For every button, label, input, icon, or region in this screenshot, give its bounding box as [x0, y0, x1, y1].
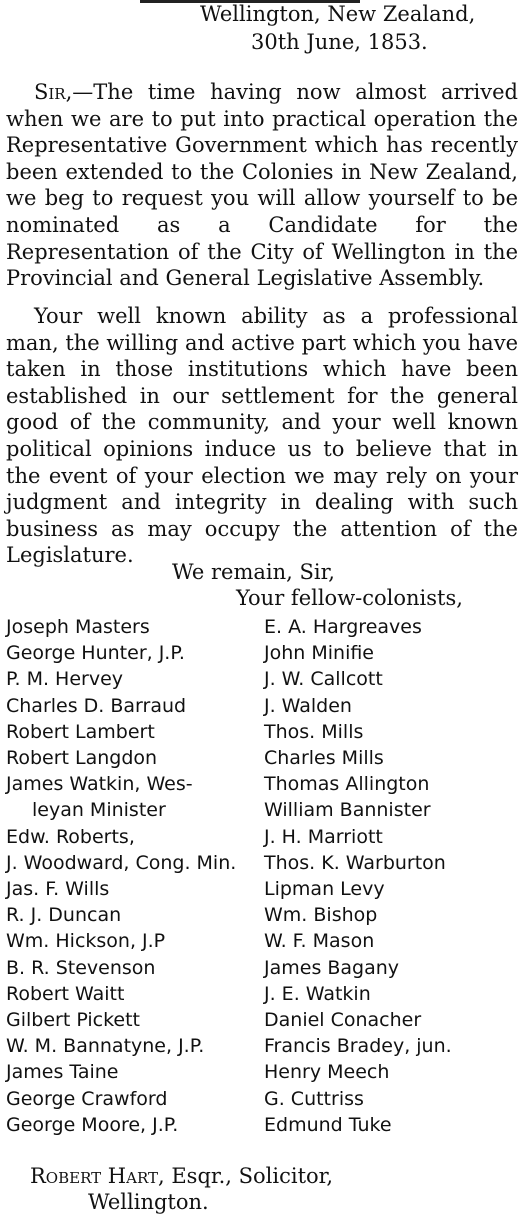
signatory-left: W. M. Bannatyne, J.P. [6, 1035, 205, 1058]
signatory-left: James Taine [6, 1061, 119, 1084]
signatory-left: Joseph Masters [6, 616, 150, 638]
signatory-left: Robert Langdon [6, 747, 158, 769]
signatory-right: John Minifie [264, 642, 375, 665]
closing-fellow: Your fellow-colonists, [236, 586, 463, 610]
signatory-right: James Bagany [264, 956, 400, 979]
signatory-left: leyan Minister [32, 799, 166, 822]
signatory-right: William Bannister [264, 799, 431, 822]
addressee-suffix: , Esqr., Solicitor, [157, 1164, 334, 1188]
signatory-left: B. R. Stevenson [6, 956, 156, 979]
salutation: Sir, [34, 80, 73, 104]
signatory-left: Gilbert Pickett [6, 1009, 141, 1031]
signatory-right: Thos. Mills [264, 720, 364, 743]
signatory-left: George Crawford [6, 1087, 168, 1110]
signatory-left: Edw. Roberts, [6, 825, 135, 848]
addressee-place: Wellington. [88, 1190, 209, 1214]
signatory-right: Thos. K. Warburton [264, 851, 446, 874]
signatory-left: George Hunter, J.P. [6, 642, 185, 665]
signatory-left: James Watkin, Wes- [6, 773, 193, 796]
signatory-right: Francis Bradey, jun. [264, 1035, 452, 1058]
signatory-left: J. Woodward, Cong. Min. [6, 851, 237, 874]
signatory-right: Lipman Levy [264, 878, 385, 900]
signatory-right: J. H. Marriott [264, 825, 383, 848]
signatory-right: Edmund Tuke [264, 1113, 392, 1136]
letter-date: 30th June, 1853. [251, 30, 428, 54]
addressee-name: Robert Hart [30, 1164, 158, 1188]
signatory-right: Wm. Bishop [264, 904, 378, 927]
signatory-left: Robert Lambert [6, 720, 155, 743]
signatory-left: Robert Waitt [6, 982, 125, 1005]
signatory-left: P. M. Hervey [6, 668, 124, 691]
signatory-right: G. Cuttriss [264, 1087, 364, 1110]
letter-paragraph-1 [6, 79, 518, 292]
signatory-right: J. W. Callcott [264, 668, 383, 691]
signatory-right: E. A. Hargreaves [264, 616, 422, 638]
addressee [30, 1164, 333, 1188]
paragraph-1-text: —The time having now almost arrived when we are to put into practical operation the Representative Government which has recently been extended to the Colonies in New Zealand, we beg to request you will allow yourself to be nominated as a Candidate for the Representation of the City of Wellington in the Provincial and General Legislative Assembly. [6, 80, 518, 291]
letter-paragraph-2: Your well known ability as a professional man, the willing and active part which you have taken in those institutions which have been established in our settlement for the general good of the community, and your well known political opinions induce us to believe that in the event of your election we may rely on your judgment and integrity in dealing with such business as may occupy the attention of the Legislature. [6, 304, 518, 568]
signatory-left: Wm. Hickson, J.P [6, 930, 166, 953]
closing-remain: We remain, Sir, [172, 560, 335, 584]
signatory-right: Thomas Allington [264, 773, 430, 796]
signatory-right: J. Walden [264, 694, 352, 717]
signatory-left: George Moore, J.P. [6, 1113, 179, 1136]
signatory-right: Henry Meech [264, 1061, 390, 1084]
signatory-right: Charles Mills [264, 747, 384, 769]
signatory-right: W. F. Mason [264, 930, 375, 953]
signatory-left: Charles D. Barraud [6, 694, 187, 717]
letter-place: Wellington, New Zealand, [200, 2, 476, 26]
signatory-right: Daniel Conacher [264, 1009, 422, 1031]
signatory-left: Jas. F. Wills [6, 878, 110, 900]
signatory-right: J. E. Watkin [264, 982, 371, 1005]
signatory-left: R. J. Duncan [6, 904, 122, 927]
